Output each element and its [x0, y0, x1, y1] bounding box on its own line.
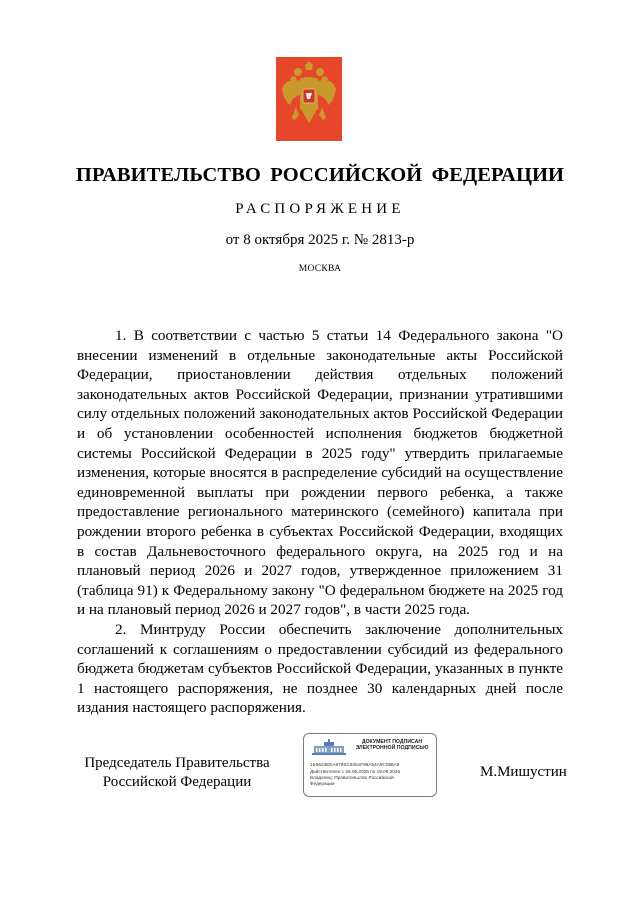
- stamp-title-line-1: ДОКУМЕНТ ПОДПИСАН: [361, 739, 423, 745]
- signatory-name: М.Мишустин: [480, 764, 567, 780]
- government-title: ПРАВИТЕЛЬСТВО РОССИЙСКОЙ ФЕДЕРАЦИИ: [75, 164, 565, 186]
- position-line-1: Председатель Правительства: [84, 755, 270, 771]
- position-line-2: Российской Федерации: [102, 774, 252, 790]
- government-building-icon: [310, 739, 350, 757]
- electronic-signature-stamp: [303, 733, 437, 797]
- stamp-owner-line-2: Федерации: [310, 781, 335, 786]
- document-body: [77, 326, 563, 718]
- stamp-certificate: 1E6624EEA979SC9451F98A54A8C088A9: [310, 762, 400, 767]
- document-city: МОСКВА: [298, 264, 342, 274]
- document-date-number: от 8 октября 2025 г. № 2813-р: [225, 232, 415, 248]
- stamp-title: [348, 739, 436, 752]
- signatory-position: [77, 754, 277, 792]
- paragraph-2: 2. Минтруду России обеспечить заключение дополнительных соглашений к соглашениям о предоставлении субсидий из федерального бюджета бюджетам субъектов Российской Федерации, указанных в пункте 1 настоящего распоряжения, не позднее 30 календарных дней после издания настоящего распоряжения.: [77, 620, 563, 717]
- paragraph-1: 1. В соответствии с частью 5 статьи 14 Федерального закона "О внесении изменений в отдельные законодательные акты Российской Федерации, приостановлении действия отдельных положений законодательных актов Российской Федерации, признании утратившими силу отдельных положений законодательных актов Российской Федерации и об установлении особенностей исполнения бюджетов бюджетной системы Российской Федерации в 2025 году" утвердить прилагаемые изменения, которые вносятся в распределение субсидий на осуществление единовременной выплаты при рождении первого ребенка, а также предоставление регионального материнского (семейного) капитала при рождении второго ребенка в субъектах Российской Федерации, входящих в состав Дальневосточного федерального округа, на 2025 год и на плановый период 2026 и 2027 годов, утвержденное приложением 31 (таблица 91) к Федеральному закону "О федеральном бюджете на 2025 год и на плановый период 2026 и 2027 годов", в части 2025 года.: [77, 327, 563, 619]
- stamp-title-line-2: ЭЛЕКТРОННОЙ ПОДПИСЬЮ: [355, 745, 429, 752]
- document-type: РАСПОРЯЖЕНИЕ: [235, 201, 405, 217]
- russian-coat-of-arms-icon: [276, 57, 342, 141]
- stamp-owner-line-1: Владелец: Правительство Российской: [310, 775, 394, 780]
- stamp-validity: Действителен с 26.06.2025 по 19.09.2026: [310, 769, 401, 774]
